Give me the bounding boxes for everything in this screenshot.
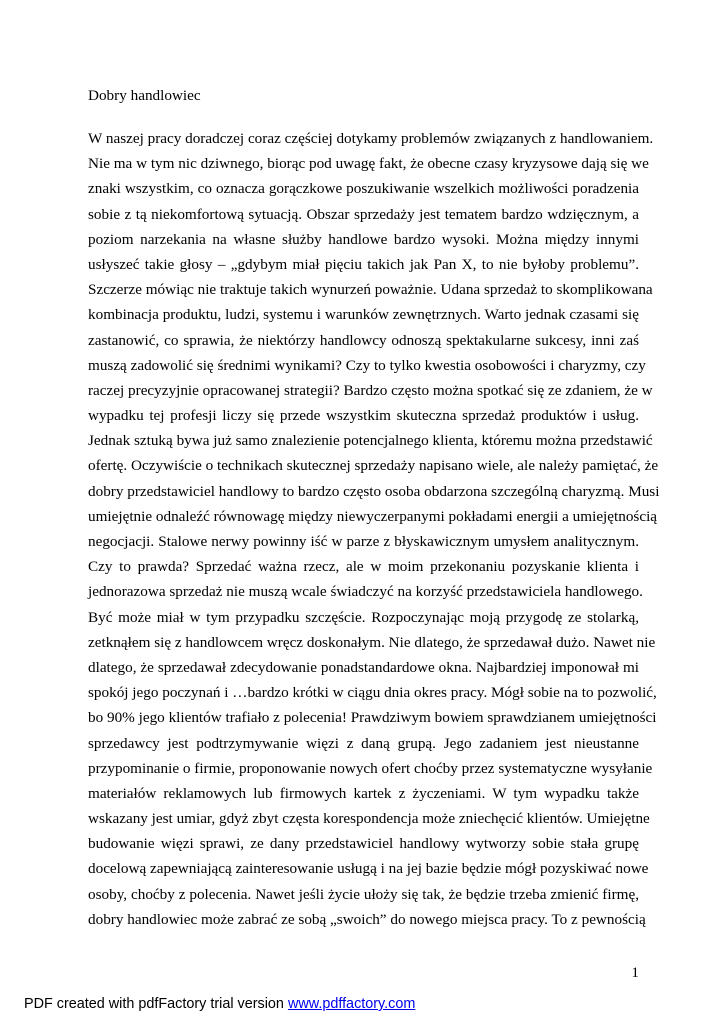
text-line: docelową zapewniającą zainteresowanie usługą i na jej bazie będzie mógł pozyskiwać nowe: [88, 860, 649, 878]
text-line: wypadku tej profesji liczy się przede wszystkim skuteczna sprzedaż produktów i usług.: [88, 407, 639, 425]
text-line: ofertę. Oczywiście o technikach skutecznej sprzedaży napisano wiele, ale należy pamiętać, że: [88, 457, 659, 475]
text-line: W naszej pracy doradczej coraz częściej dotykamy problemów związanych z handlowaniem.: [88, 130, 654, 147]
text-line: Być może miał w tym przypadku szczęście. Rozpoczynając moją przygodę ze stolarką,: [88, 608, 639, 626]
text-line: dlatego, że sprzedawał zdecydowanie ponadstandardowe okna. Najbardziej imponował mi: [88, 658, 639, 676]
text-line: muszą zadowolić się średnimi wynikami? Czy to tylko kwestia osobowości i charyzmy, czy: [88, 356, 646, 374]
text-line: dobry przedstawiciel handlowy to bardzo często osoba obdarzona szczególną charyzmą. Musi: [88, 482, 660, 500]
text-line: wskazany jest umiar, gdyż zbyt częsta korespondencja może zniechęcić klientów. Umiejętne: [88, 810, 650, 828]
text-line: osoby, choćby z polecenia. Nawet jeśli życie ułoży się tak, że będzie trzeba zmienić firmę,: [88, 885, 639, 903]
document-title: Dobry handlowiec: [88, 87, 201, 104]
text-line: jednorazowa sprzedaż nie muszą wcale świadczyć na korzyść przedstawiciela handlowego.: [88, 583, 643, 601]
text-line: znaki wszystkim, co oznacza gorączkowe poszukiwanie wszelkich możliwości poradzenia: [88, 180, 639, 198]
text-line: poziom narzekania na własne służby handlowe bardzo wysoki. Można między innymi: [88, 230, 639, 248]
text-line: sprzedawcy jest podtrzymywanie więzi z daną grupą. Jego zadaniem jest nieustanne: [88, 734, 639, 752]
text-line: kombinacja produktu, ludzi, systemu i warunków zewnętrznych. Warto jednak czasami się: [88, 306, 639, 324]
body-paragraph: [88, 126, 660, 932]
text-line: raczej precyzyjnie opracowanej strategii? Bardzo często można spotkać się ze zdaniem, że w: [88, 381, 653, 399]
text-line: Nie ma w tym nic dziwnego, biorąc pod uwagę fakt, że obecne czasy kryzysowe dają się we: [88, 155, 649, 173]
text-line: negocjacji. Stalowe nerwy powinny iść w parze z błyskawicznym umysłem analitycznym.: [88, 533, 639, 550]
text-line: sobie z tą niekomfortową sytuacją. Obszar sprzedaży jest tematem bardzo wdzięcznym, a: [88, 205, 639, 223]
pdf-footer: [24, 994, 415, 1014]
page-number: 1: [631, 964, 639, 981]
text-line: Czy to prawda? Sprzedać ważna rzecz, ale w moim przekonaniu pozyskanie klienta i: [88, 558, 639, 576]
text-line: materiałów reklamowych lub firmowych kartek z życzeniami. W tym wypadku także: [88, 784, 639, 802]
text-line: Szczerze mówiąc nie traktuje takich wynurzeń poważnie. Udana sprzedaż to skomplikowana: [88, 281, 653, 299]
text-line: dobry handlowiec może zabrać ze sobą „swoich” do nowego miejsca pracy. To z pewnością: [88, 910, 646, 928]
text-line: Jednak sztuką bywa już samo znalezienie potencjalnego klienta, któremu można przedstawić: [88, 432, 653, 450]
text-line: spokój jego poczynań i …bardzo krótki w ciągu dnia okres pracy. Mógł sobie na to pozwolić,: [88, 684, 657, 702]
footer-text: PDF created with pdfFactory trial version: [24, 996, 288, 1012]
text-line: budowanie więzi sprawi, ze dany przedstawiciel handlowy wytworzy sobie stała grupę: [88, 835, 639, 853]
footer-link[interactable]: www.pdffactory.com: [287, 996, 416, 1012]
text-line: zastanowić, co sprawia, że niektórzy handlowcy odnoszą spektakularne sukcesy, inni zaś: [88, 331, 639, 349]
text-line: przypominanie o firmie, proponowanie nowych ofert choćby przez systematyczne wysyłanie: [88, 759, 653, 777]
text-line: bo 90% jego klientów trafiało z polecenia! Prawdziwym bowiem sprawdzianem umiejętności: [88, 709, 657, 727]
text-line: usłyszeć takie głosy – „gdybym miał pięciu takich jak Pan X, to nie byłoby problemu”.: [88, 255, 639, 273]
text-line: umiejętnie odnaleźć równowagę między niewyczerpanymi pokładami energii a umiejętnością: [88, 507, 658, 525]
text-line: zetknąłem się z handlowcem wręcz doskonałym. Nie dlatego, że sprzedawał dużo. Nawet nie: [88, 633, 656, 651]
